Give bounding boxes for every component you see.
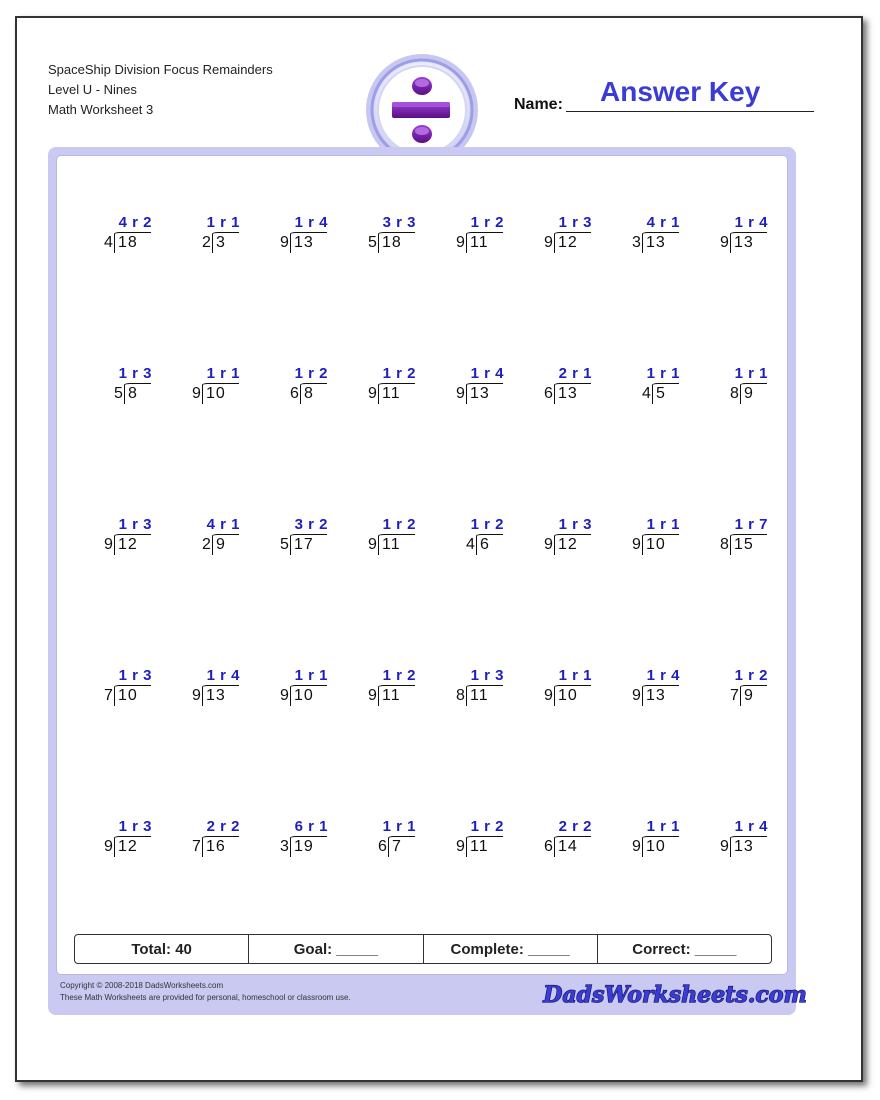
division-problem <box>170 667 240 711</box>
division-problem <box>434 818 504 862</box>
division-problem <box>434 667 504 711</box>
divisor: 9 <box>544 536 553 553</box>
divisor: 9 <box>544 687 553 704</box>
division-problem <box>170 516 240 560</box>
dividend: 10 <box>294 687 314 704</box>
dividend: 13 <box>558 385 578 402</box>
quotient-answer: 1 r 2 <box>382 516 416 533</box>
dividend: 8 <box>304 385 314 402</box>
divisor: 9 <box>368 536 377 553</box>
dividend: 13 <box>470 385 490 402</box>
dividend: 17 <box>294 536 314 553</box>
division-problem <box>346 214 416 258</box>
dividend: 11 <box>382 385 401 402</box>
dividend: 13 <box>294 234 314 251</box>
division-problem <box>522 667 592 711</box>
division-problem <box>610 667 680 711</box>
quotient-answer: 1 r 2 <box>470 516 504 533</box>
divisor: 9 <box>280 687 289 704</box>
quotient-answer: 1 r 2 <box>470 818 504 835</box>
divisor: 9 <box>456 385 465 402</box>
division-problem <box>434 365 504 409</box>
quotient-answer: 1 r 1 <box>206 365 240 382</box>
divisor: 8 <box>456 687 465 704</box>
quotient-answer: 1 r 3 <box>118 516 152 533</box>
dividend: 15 <box>734 536 754 553</box>
divisor: 9 <box>368 687 377 704</box>
division-problem <box>82 667 152 711</box>
dividend: 13 <box>646 234 666 251</box>
division-problem <box>82 365 152 409</box>
quotient-answer: 1 r 2 <box>382 365 416 382</box>
worksheet-header <box>48 60 273 120</box>
quotient-answer: 1 r 3 <box>118 667 152 684</box>
divisor: 9 <box>632 687 641 704</box>
dividend: 11 <box>470 687 489 704</box>
dividend: 13 <box>734 838 754 855</box>
division-problem <box>258 365 328 409</box>
quotient-answer: 1 r 1 <box>206 214 240 231</box>
usage-notice: These Math Worksheets are provided for personal, homeschool or classroom use. <box>60 993 351 1002</box>
dividend: 13 <box>734 234 754 251</box>
quotient-answer: 1 r 2 <box>294 365 328 382</box>
divisor: 9 <box>192 385 201 402</box>
divisor: 9 <box>632 838 641 855</box>
division-problem <box>698 214 768 258</box>
dividend: 7 <box>392 838 402 855</box>
division-problem <box>346 818 416 862</box>
quotient-answer: 4 r 2 <box>118 214 152 231</box>
problem-grid <box>82 200 782 880</box>
quotient-answer: 1 r 3 <box>558 214 592 231</box>
division-problem <box>610 516 680 560</box>
name-field <box>514 78 814 112</box>
quotient-answer: 1 r 4 <box>470 365 504 382</box>
division-problem <box>522 365 592 409</box>
quotient-answer: 1 r 1 <box>558 667 592 684</box>
divisor: 6 <box>290 385 299 402</box>
division-problem <box>346 667 416 711</box>
quotient-answer: 1 r 4 <box>734 818 768 835</box>
dividend: 18 <box>382 234 402 251</box>
dadsworksheets-logo <box>543 976 807 1010</box>
dividend: 10 <box>118 687 138 704</box>
dividend: 11 <box>470 234 489 251</box>
dividend: 10 <box>646 838 666 855</box>
division-problem <box>346 516 416 560</box>
division-problem <box>522 818 592 862</box>
name-label: Name: <box>514 96 563 113</box>
quotient-answer: 2 r 1 <box>558 365 592 382</box>
score-total: Total: 40 <box>75 935 249 963</box>
division-problem <box>346 365 416 409</box>
dividend: 11 <box>470 838 489 855</box>
dividend: 13 <box>646 687 666 704</box>
quotient-answer: 1 r 4 <box>294 214 328 231</box>
divisor: 9 <box>456 234 465 251</box>
quotient-answer: 4 r 1 <box>206 516 240 533</box>
worksheet-number: Math Worksheet 3 <box>48 102 154 117</box>
quotient-answer: 1 r 1 <box>294 667 328 684</box>
score-correct: Correct: _____ <box>632 940 737 958</box>
score-complete: Complete: _____ <box>424 935 598 963</box>
quotient-answer: 3 r 2 <box>294 516 328 533</box>
divisor: 2 <box>202 536 211 553</box>
division-problem <box>610 365 680 409</box>
divisor: 9 <box>720 838 729 855</box>
dividend: 12 <box>558 234 578 251</box>
name-underline <box>566 111 814 112</box>
division-problem <box>522 214 592 258</box>
divisor: 9 <box>280 234 289 251</box>
dividend: 19 <box>294 838 314 855</box>
quotient-answer: 4 r 1 <box>646 214 680 231</box>
dividend: 9 <box>744 385 754 402</box>
division-problem <box>698 667 768 711</box>
quotient-answer: 1 r 1 <box>646 818 680 835</box>
divisor: 9 <box>544 234 553 251</box>
divisor: 9 <box>192 687 201 704</box>
divisor: 6 <box>544 385 553 402</box>
division-problem <box>170 818 240 862</box>
division-problem <box>610 214 680 258</box>
dividend: 8 <box>128 385 138 402</box>
dividend: 9 <box>744 687 754 704</box>
divisor: 7 <box>192 838 201 855</box>
dividend: 14 <box>558 838 578 855</box>
divisor: 7 <box>730 687 739 704</box>
division-problem <box>698 365 768 409</box>
quotient-answer: 1 r 4 <box>646 667 680 684</box>
division-problem <box>170 214 240 258</box>
divisor: 9 <box>456 838 465 855</box>
division-problem <box>698 818 768 862</box>
copyright-text: Copyright © 2008-2018 DadsWorksheets.com <box>60 981 224 990</box>
dividend: 5 <box>656 385 666 402</box>
divisor: 5 <box>368 234 377 251</box>
division-problem <box>82 516 152 560</box>
quotient-answer: 1 r 2 <box>734 667 768 684</box>
division-problem <box>434 516 504 560</box>
division-problem <box>258 516 328 560</box>
answer-key-label: Answer Key <box>600 76 761 107</box>
dividend: 16 <box>206 838 226 855</box>
quotient-answer: 2 r 2 <box>206 818 240 835</box>
dividend: 9 <box>216 536 226 553</box>
division-problem <box>610 818 680 862</box>
score-table <box>74 934 772 964</box>
dividend: 11 <box>382 687 401 704</box>
division-problem <box>698 516 768 560</box>
division-problem <box>522 516 592 560</box>
score-goal: Goal: _____ <box>249 935 423 963</box>
quotient-answer: 1 r 1 <box>646 365 680 382</box>
dividend: 18 <box>118 234 138 251</box>
copyright-notice <box>60 980 351 1004</box>
quotient-answer: 1 r 4 <box>734 214 768 231</box>
dividend: 12 <box>118 536 138 553</box>
dividend: 10 <box>558 687 578 704</box>
quotient-answer: 1 r 2 <box>382 667 416 684</box>
quotient-answer: 1 r 3 <box>118 365 152 382</box>
dividend: 10 <box>646 536 666 553</box>
quotient-answer: 1 r 2 <box>470 214 504 231</box>
quotient-answer: 1 r 3 <box>558 516 592 533</box>
divisor: 5 <box>280 536 289 553</box>
quotient-answer: 1 r 7 <box>734 516 768 533</box>
dividend: 12 <box>118 838 138 855</box>
division-problem <box>258 818 328 862</box>
divisor: 9 <box>368 385 377 402</box>
quotient-answer: 1 r 1 <box>734 365 768 382</box>
division-problem <box>82 214 152 258</box>
divisor: 8 <box>730 385 739 402</box>
quotient-answer: 1 r 3 <box>470 667 504 684</box>
divisor: 5 <box>114 385 123 402</box>
dividend: 13 <box>206 687 226 704</box>
divisor: 9 <box>104 838 113 855</box>
division-problem <box>170 365 240 409</box>
divisor: 3 <box>632 234 641 251</box>
quotient-answer: 1 r 1 <box>646 516 680 533</box>
quotient-answer: 1 r 1 <box>382 818 416 835</box>
dividend: 6 <box>480 536 490 553</box>
divisor: 9 <box>720 234 729 251</box>
divisor: 8 <box>720 536 729 553</box>
division-problem <box>258 214 328 258</box>
brand-text: DadsWorksheets.com <box>543 982 807 1008</box>
quotient-answer: 2 r 2 <box>558 818 592 835</box>
divisor: 4 <box>642 385 651 402</box>
quotient-answer: 3 r 3 <box>382 214 416 231</box>
quotient-answer: 6 r 1 <box>294 818 328 835</box>
division-problem <box>258 667 328 711</box>
dividend: 11 <box>382 536 401 553</box>
division-problem <box>434 214 504 258</box>
divisor: 4 <box>104 234 113 251</box>
quotient-answer: 1 r 3 <box>118 818 152 835</box>
divisor: 4 <box>466 536 475 553</box>
worksheet-title: SpaceShip Division Focus Remainders <box>48 62 273 77</box>
divisor: 2 <box>202 234 211 251</box>
dividend: 3 <box>216 234 226 251</box>
divisor: 9 <box>104 536 113 553</box>
worksheet-level: Level U - Nines <box>48 82 137 97</box>
divisor: 7 <box>104 687 113 704</box>
divisor: 6 <box>544 838 553 855</box>
divisor: 9 <box>632 536 641 553</box>
quotient-answer: 1 r 4 <box>206 667 240 684</box>
dividend: 10 <box>206 385 226 402</box>
divisor: 6 <box>378 838 387 855</box>
divisor: 3 <box>280 838 289 855</box>
division-problem <box>82 818 152 862</box>
dividend: 12 <box>558 536 578 553</box>
